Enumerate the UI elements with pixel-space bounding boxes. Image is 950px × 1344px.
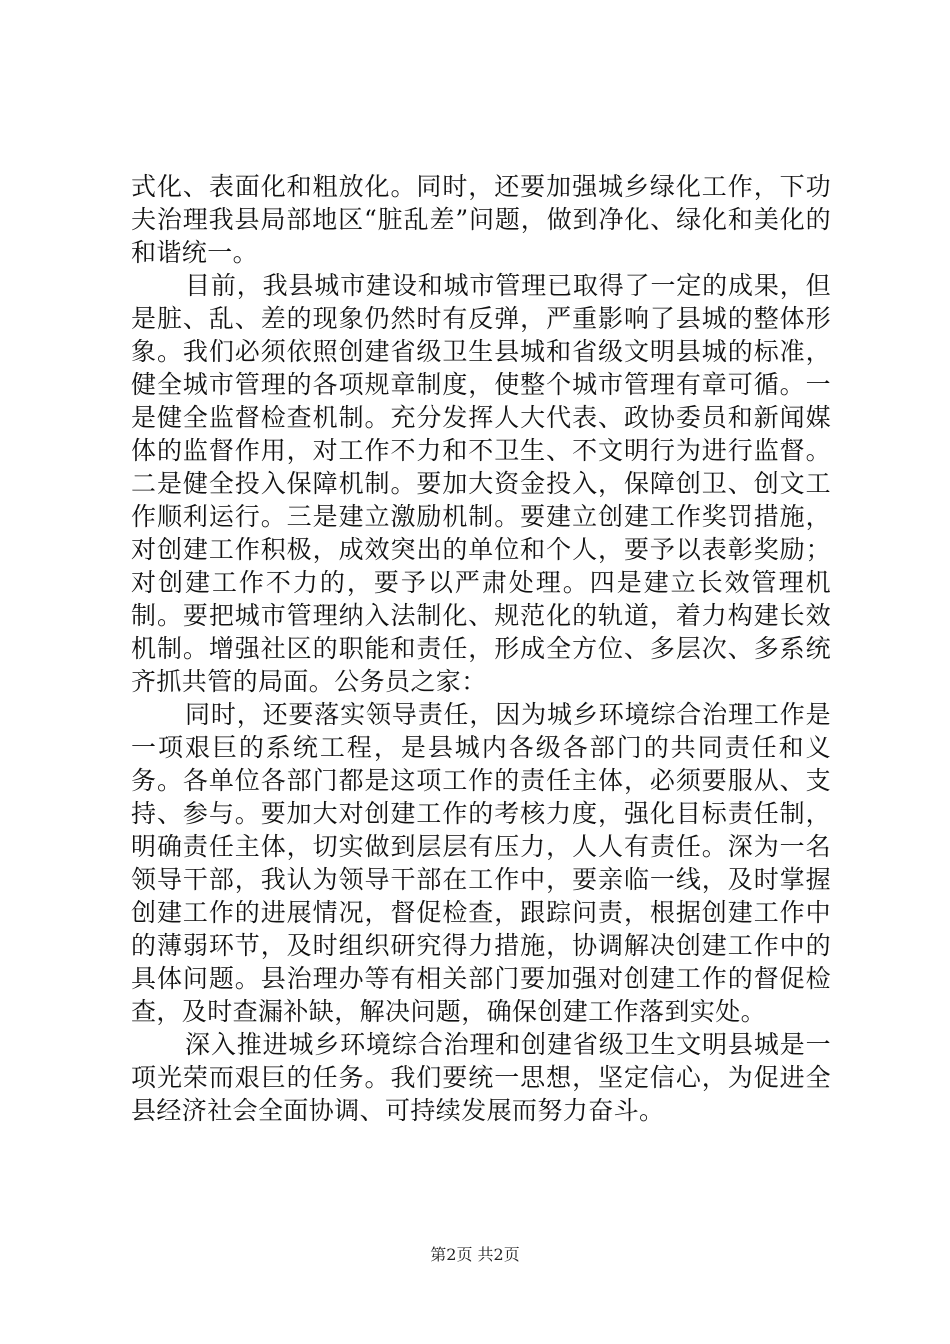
paragraph-conclusion: 深入推进城乡环境综合治理和创建省级卫生文明县城是一项光荣而艰巨的任务。我们要统一思想，坚定信心，为促进全县经济社会全面协调、可持续发展而努力奋斗。 <box>131 1030 831 1125</box>
document-body <box>131 170 831 1127</box>
paragraph-leadership-responsibility: 同时，还要落实领导责任，因为城乡环境综合治理工作是一项艰巨的系统工程，是县城内各级各部门的共同责任和义务。各单位各部门都是这项工作的责任主体，必须要服从、支持、参与。要加大对创建工作的考核力度，强化目标责任制，明确责任主体，切实做到层层有压力，人人有责任。深为一名领导干部，我认为领导干部在工作中，要亲临一线，及时掌握创建工作的进展情况，督促检查，跟踪问责，根据创建工作中的薄弱环节，及时组织研究得力措施，协调解决创建工作中的具体问题。县治理办等有相关部门要加强对创建工作的督促检查，及时查漏补缺，解决问题，确保创建工作落到实处。 <box>131 700 831 1026</box>
paragraph-continuation: 式化、表面化和粗放化。同时，还要加强城乡绿化工作，下功夫治理我县局部地区“脏乱差”问题，做到净化、绿化和美化的和谐统一。 <box>131 172 831 267</box>
page-footer: 第2页 共2页 <box>430 1245 520 1264</box>
paragraph-city-management: 目前，我县城市建设和城市管理已取得了一定的成果，但是脏、乱、差的现象仍然时有反弹，严重影响了县城的整体形象。我们必须依照创建省级卫生县城和省级文明县城的标准，健全城市管理的各项规章制度，使整个城市管理有章可循。一是健全监督检查机制。充分发挥人大代表、政协委员和新闻媒体的监督作用，对工作不力和不卫生、不文明行为进行监督。二是健全投入保障机制。要加大资金投入，保障创卫、创文工作顺利运行。三是建立激励机制。要建立创建工作奖罚措施，对创建工作积极，成效突出的单位和个人，要予以表彰奖励；对创建工作不力的，要予以严肃处理。四是建立长效管理机制。要把城市管理纳入法制化、规范化的轨道，着力构建长效机制。增强社区的职能和责任，形成全方位、多层次、多系统齐抓共管的局面。公务员之家： <box>131 271 831 696</box>
